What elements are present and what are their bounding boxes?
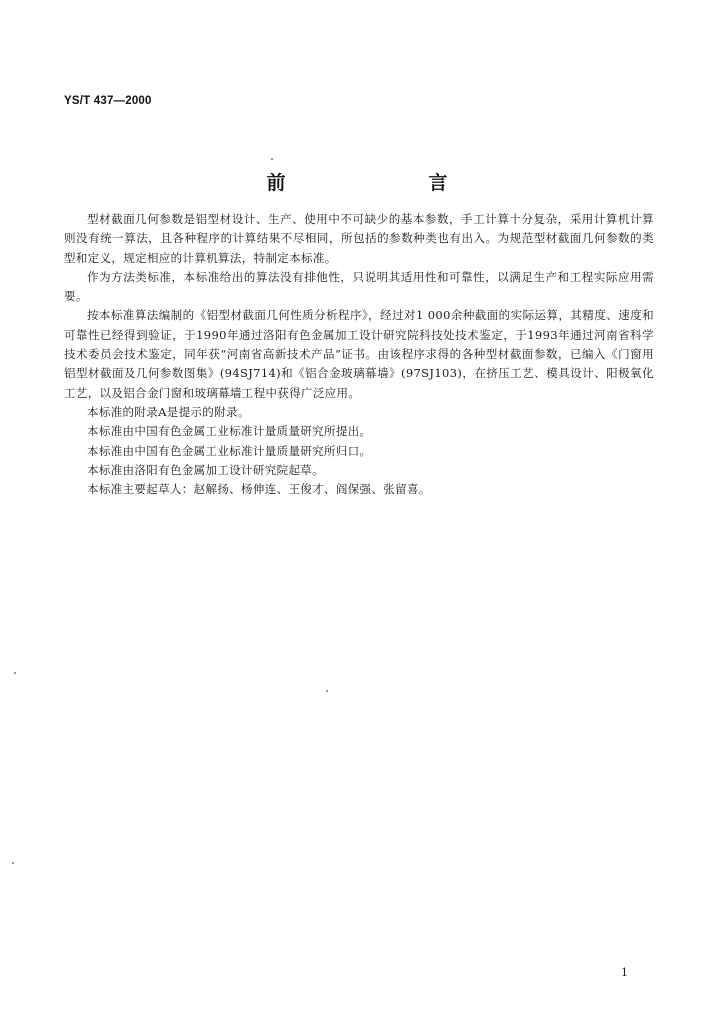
page-number: 1 [621,966,628,979]
paragraph-background: 型材截面几何参数是铝型材设计、生产、使用中不可缺少的基本参数，手工计算十分复杂，采用计算机计算则没有统一算法，且各种程序的计算结果不尽相同，所包括的参数种类也有出入。为规范型材截面几何参数的类型和定义，规定相应的计算机算法，特制定本标准。 [64,212,654,265]
scan-speck [326,690,328,692]
paragraph-proposed-by: 本标准由中国有色金属工业标准计量质量研究所提出。 [87,424,372,439]
paragraph-drafters: 本标准主要起草人：赵解扬、杨伸连、王俊才、阎保强、张留喜。 [87,482,431,497]
paragraph-drafted-by: 本标准由洛阳有色金属加工设计研究院起草。 [87,462,324,477]
paragraph-method: 作为方法类标准，本标准给出的算法没有排他性，只说明其适用性和可靠性，以满足生产和工程实际应用需要。 [64,269,654,304]
standard-code: YS/T 437—2000 [64,95,152,107]
scan-speck [271,158,273,160]
paragraph-centralized-by: 本标准由中国有色金属工业标准计量质量研究所归口。 [87,443,372,458]
paragraph-verification: 按本标准算法编制的《铝型材截面几何性质分析程序》，经过对1 000余种截面的实际运算，其精度、速度和可靠性已经得到验证，于1990年通过洛阳有色金属加工设计研究院科技处技术鉴定，于1993年通过河南省科学技术委员会技术鉴定，同年获“河南省高新技术产品”证书。由该程序求得的各种型材截面参数，已编入《门窗用铝型材截面及几何参数图集》(94SJ714)和《铝合金玻璃幕墙》(97SJ103)，在挤压工艺、模具设计、阳极氧化工艺，以及铝合金门窗和玻璃幕墙工程中获得广泛应用。 [64,308,654,400]
page-title: 前 言 [266,172,510,194]
scan-speck [12,862,14,864]
scan-speck [14,672,16,674]
paragraph-appendix: 本标准的附录A是提示的附录。 [87,404,250,419]
foreword-body [64,210,654,499]
